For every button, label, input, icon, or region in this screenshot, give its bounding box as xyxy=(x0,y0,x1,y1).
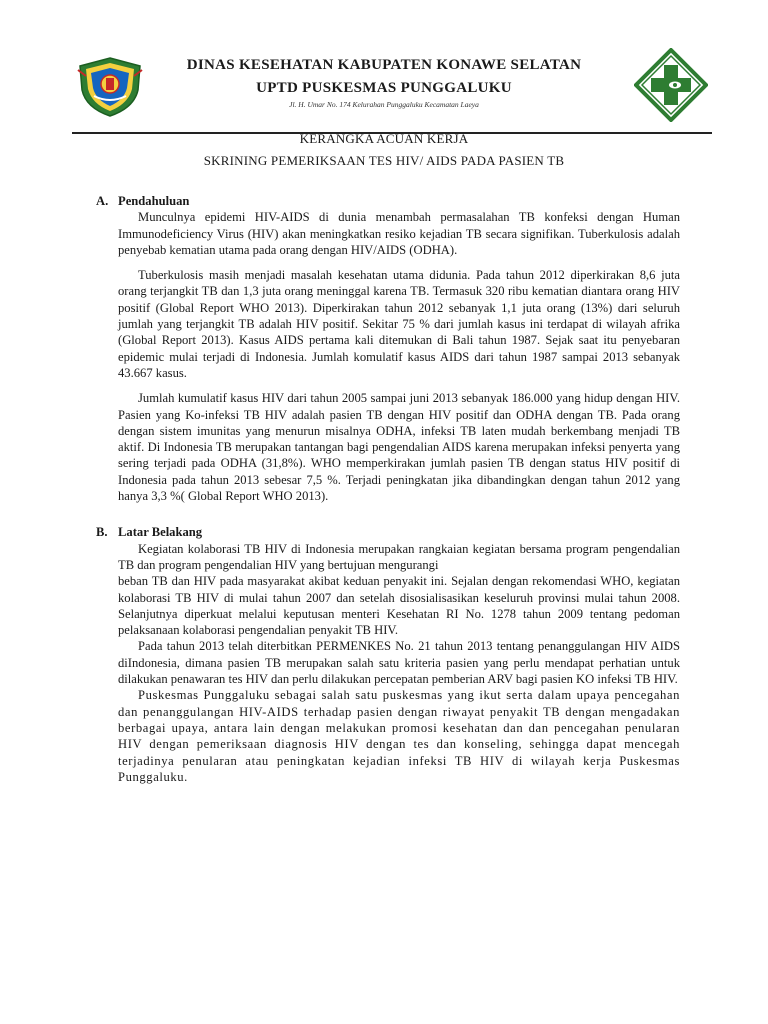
paragraph: Kegiatan kolaborasi TB HIV di Indonesia merupakan rangkaian kegiatan bersama program pengendalian TB dan program pengendalian HIV yang bertujuan mengurangi xyxy=(118,541,680,572)
header-address: Jl. H. Umar No. 174 Kelurahan Punggaluku Kecamatan Laeya xyxy=(289,100,479,109)
puskesmas-cross-icon xyxy=(634,48,708,122)
header-agency-name: DINAS KESEHATAN KABUPATEN KONAWE SELATAN xyxy=(186,57,582,73)
paragraph: beban TB dan HIV pada masyarakat akibat keduan penyakit ini. Sejalan dengan rekomendasi WHO, kegiatan kolaborasi TB HIV di mulai tahun 2007 dan setelah disosialisasikan keseluruh provinsi mulai tahun 2008. Selanjutnya diperkuat melalui keputusan menteri Kesehatan RI No. 1278 tahun 2009 tentang pedoman pelaksanaan kolaborasi pengendalian penyakit TB HIV. xyxy=(118,574,680,638)
document-body xyxy=(96,193,680,785)
section-a-body xyxy=(118,209,680,504)
paragraph: Pada tahun 2013 telah diterbitkan PERMENKES No. 21 tahun 2013 tentang penanggulangan HIV AIDS diIndonesia, dimana pasien TB merupakan salah satu kriteria pasien yang perlu mendapat perhatian untuk dilakukan penawaran tes HIV dan perlu dilakukan percepatan pemberian ARV bagi pasien KO infeksi TB HIV. xyxy=(118,639,680,687)
document-subtitle: SKRINING PEMERIKSAAN TES HIV/ AIDS PADA PASIEN TB xyxy=(203,153,565,168)
header-unit-name: UPTD PUSKESMAS PUNGGALUKU xyxy=(256,80,512,96)
section-heading-a: A. Pendahuluan xyxy=(96,194,190,208)
regency-crest-icon xyxy=(76,56,144,118)
paragraph: Jumlah kumulatif kasus HIV dari tahun 2005 sampai juni 2013 sebanyak 186.000 yang hidup dengan HIV. Pasien yang Ko-infeksi TB HIV adalah pasien TB dengan HIV positif dan ODHA dengan TB. Pada orang dengan sistem imunitas yang menurun misalnya ODHA, infeksi TB laten mudah berkembang menjadi TB aktif. Di Indonesia TB merupakan tantangan bagi pengendalian AIDS karena merupakan infeksi penyerta yang sering terjadi pada ODHA (31,8%). WHO memperkirakan jumlah pasien TB dengan status HIV positif di Indonesia pada tahun 2013 sebesar 7,5 %. Terjadi peningkatan jika dibandingkan dengan tahun 2012 yang hanya 3,3 %( Global Report WHO 2013). xyxy=(118,391,680,504)
paragraph: Tuberkulosis masih menjadi masalah kesehatan utama didunia. Pada tahun 2012 diperkirakan 8,6 juta orang terjangkit TB dan 1,3 juta orang meninggal karena TB. Termasuk 320 ribu kematian diantara orang HIV positif (Global Report WHO 2013). Diperkirakan tahun 2012 sebanyak 1,1 juta orang (13%) dari seluruh jumlah yang terjangkit TB adalah HIV positif. Sekitar 75 % dari jumlah kasus ini terdapat di wilayah afrika (Global Report 2013). Kasus AIDS pertama kali ditemukan di Bali tahun 1987. Sejak saat itu penyebaran epidemic mulai terjadi di Indonesia. Jumlah komulatif kasus AIDS dari tahun 1987 sampai 2013 sebanyak 43.667 kasus. xyxy=(118,268,680,380)
paragraph: Munculnya epidemi HIV-AIDS di dunia menambah permasalahan TB konfeksi dengan Human Immunodeficiency Virus (HIV) akan meningkatkan resiko kejadian TB secara signifikan. Tuberkulosis adalah penyebab kematian utama pada orang dengan HIV/AIDS (ODHA). xyxy=(118,210,680,257)
letterhead xyxy=(0,44,768,134)
document-title: KERANGKA ACUAN KERJA xyxy=(299,131,469,146)
section-heading-b: B. Latar Belakang xyxy=(96,525,203,540)
paragraph: Puskesmas Punggaluku sebagai salah satu puskesmas yang ikut serta dalam upaya pencegahan dan penanggulangan HIV-AIDS terhadap pasien dengan riwayat penyakit TB dengan mengadakan berbagai upaya, antara lain dengan melakukan promosi kesehatan dan dan pencegahan penularan HIV dengan pemeriksaan diagnosis HIV dengan tes dan konseling, sehingga dapat mencegah terjadinya penularan atau peningkatan kejadian infeksi TB HIV di wilayah kerja Puskesmas Punggaluku. xyxy=(118,688,680,784)
section-b-body xyxy=(118,541,680,785)
